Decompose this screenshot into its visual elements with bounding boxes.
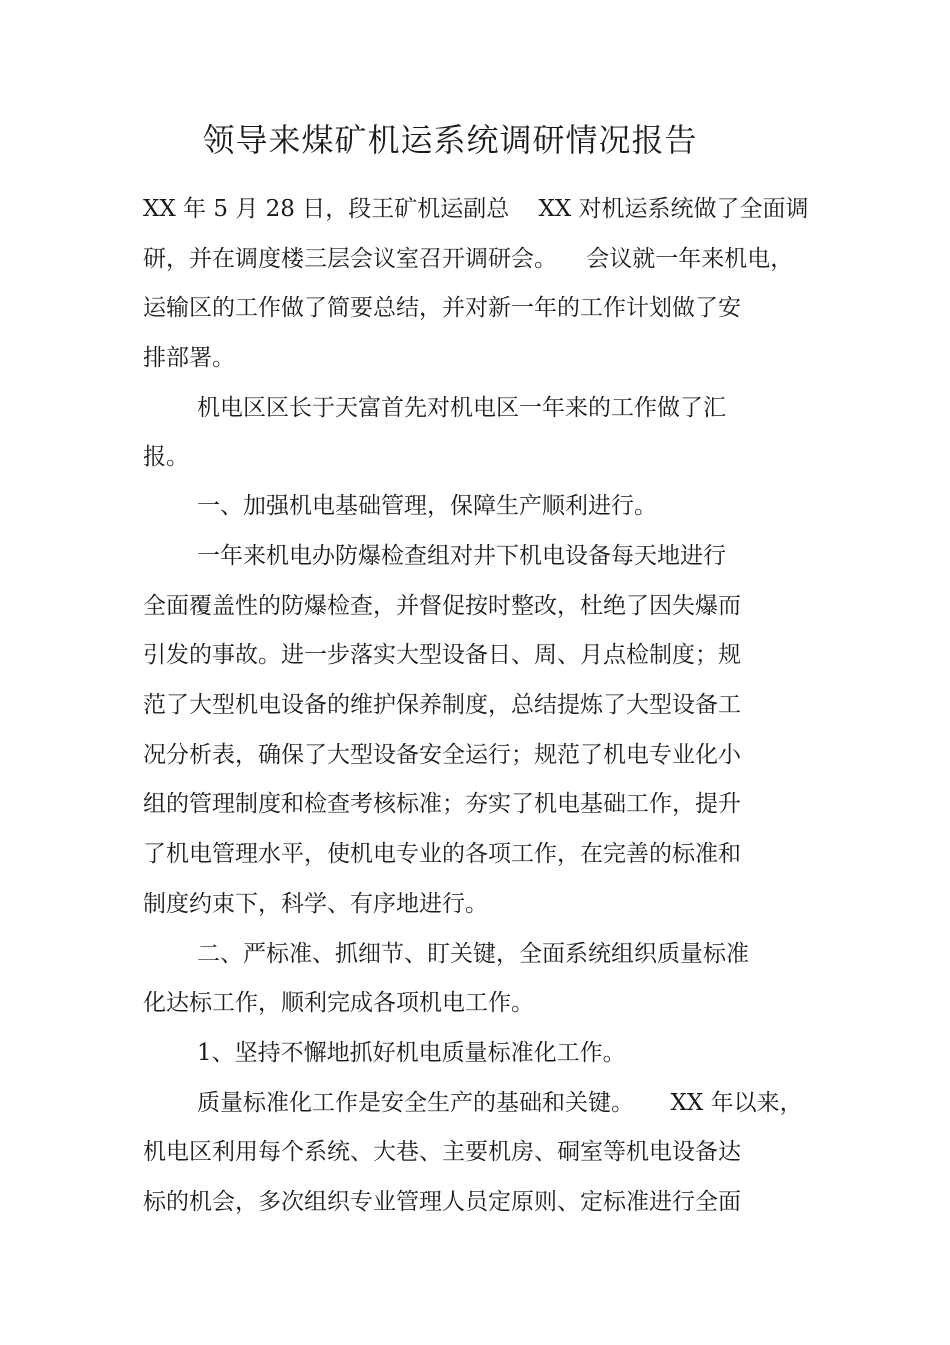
text-line: 制度约束下，科学、有序地进行。 — [143, 891, 488, 917]
text-line: 质量标准化工作是安全生产的基础和关键。 XX 年以来， — [197, 1090, 803, 1116]
text-line: 研，并在调度楼三层会议室召开调研会。 会议就一年来机电， — [143, 246, 794, 272]
text-line: 一年来机电办防爆检查组对井下机电设备每天地进行 — [197, 543, 726, 569]
text-line: 全面覆盖性的防爆检查，并督促按时整改，杜绝了因失爆而 — [143, 593, 741, 619]
document-title: 领导来煤矿机运系统调研情况报告 — [202, 121, 698, 159]
text-line: 运输区的工作做了简要总结，并对新一年的工作计划做了安 — [143, 295, 741, 321]
section-heading: 一、加强机电基础管理，保障生产顺利进行。 — [197, 493, 657, 519]
text-line: 排部署。 — [143, 345, 235, 371]
text-line: 引发的事故。进一步落实大型设备日、周、月点检制度；规 — [143, 642, 741, 668]
text-line: 范了大型机电设备的维护保养制度，总结提炼了大型设备工 — [143, 692, 741, 718]
text-line: 标的机会，多次组织专业管理人员定原则、定标准进行全面 — [143, 1189, 741, 1215]
text-line: 化达标工作，顺利完成各项机电工作。 — [143, 990, 534, 1016]
text-line: 况分析表，确保了大型设备安全运行；规范了机电专业化小 — [143, 742, 741, 768]
text-line: 机电区利用每个系统、大巷、主要机房、硐室等机电设备达 — [143, 1139, 741, 1165]
subsection-heading: 1、坚持不懈地抓好机电质量标准化工作。 — [197, 1040, 626, 1066]
text-line: 报。 — [143, 444, 189, 470]
text-line: XX 年 5 月 28 日，段王矿机运副总 XX 对机运系统做了全面调 — [143, 196, 809, 222]
text-line: 了机电管理水平，使机电专业的各项工作，在完善的标准和 — [143, 841, 741, 867]
text-line: 组的管理制度和检查考核标准；夯实了机电基础工作，提升 — [143, 791, 741, 817]
section-heading: 二、严标准、抓细节、盯关键，全面系统组织质量标准 — [197, 941, 749, 967]
text-line: 机电区区长于天富首先对机电区一年来的工作做了汇 — [197, 395, 726, 421]
